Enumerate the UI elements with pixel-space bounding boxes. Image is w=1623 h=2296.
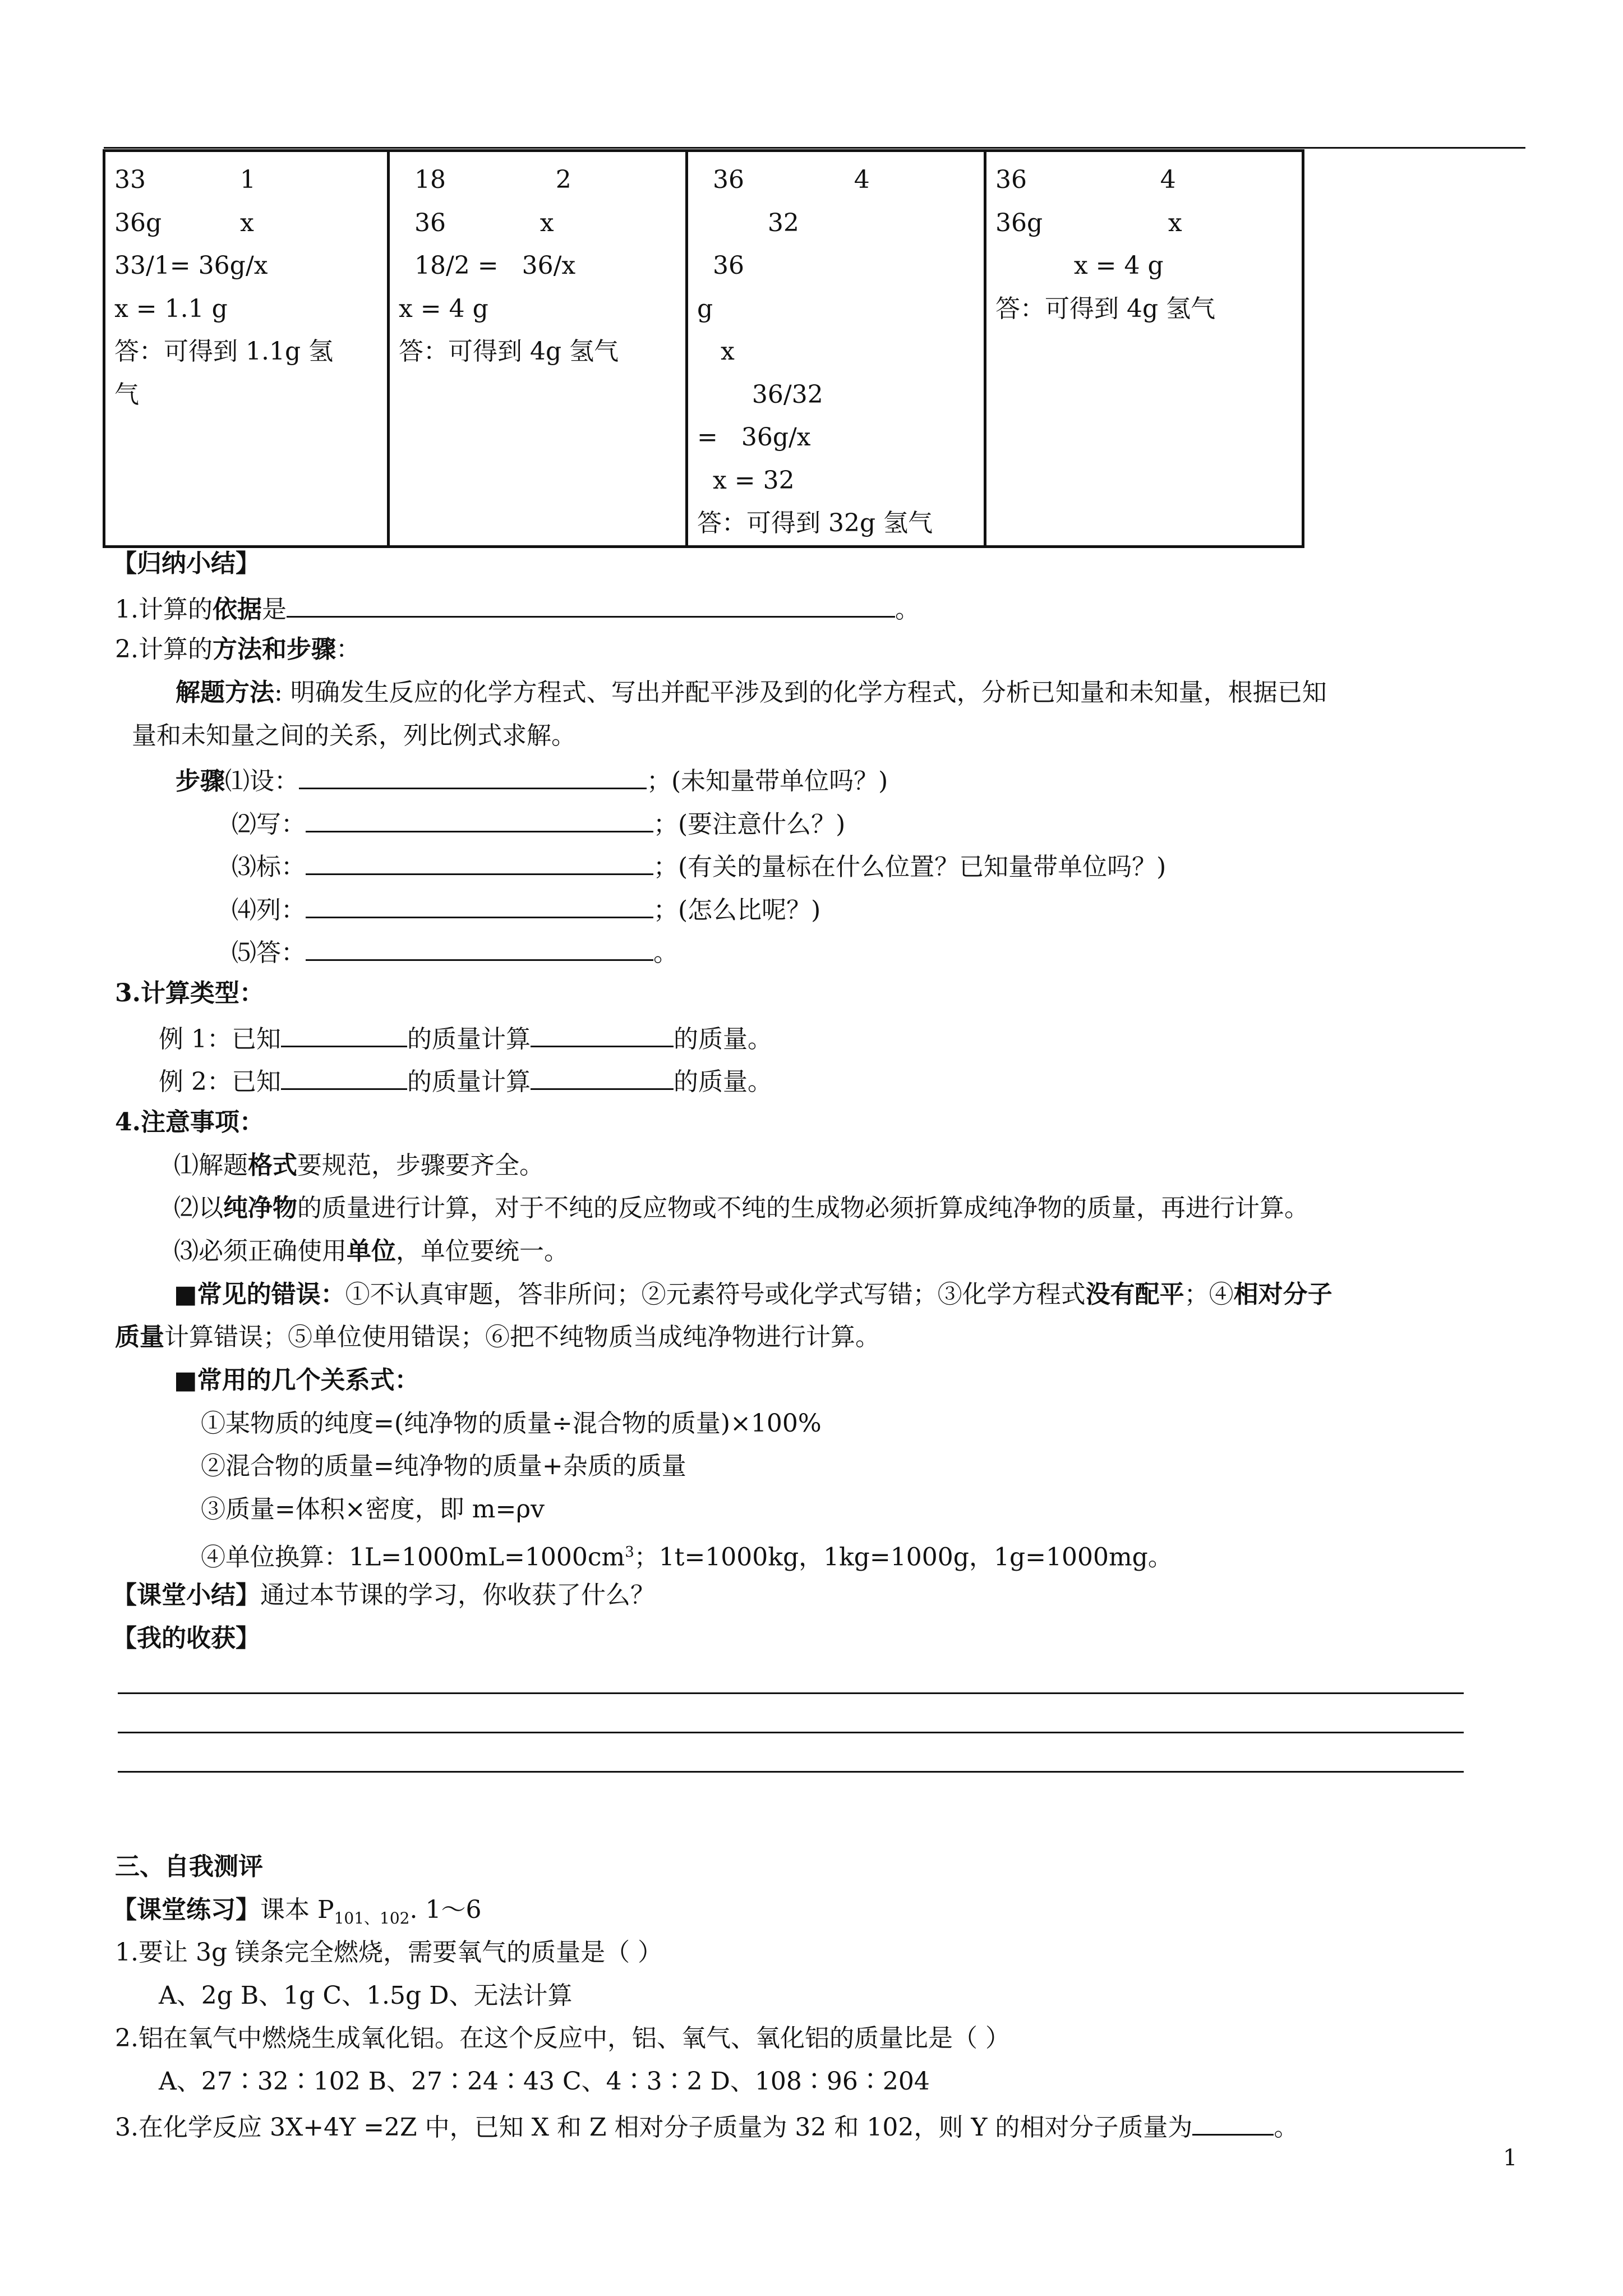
step-num: ⑷列：: [232, 896, 306, 924]
class-summary-label: 【课堂小结】: [112, 1581, 260, 1609]
note-3: [174, 1236, 569, 1267]
cell-line: 答：可得到 32g 氢气: [697, 509, 933, 537]
cell-line: 33/1= 36g/x: [114, 251, 268, 280]
summary-item-2: [115, 634, 361, 665]
text: 要规范，步骤要齐全。: [297, 1151, 544, 1180]
question-1-options: A、2g B、1g C、1.5g D、无法计算: [159, 1981, 573, 2010]
step-1: [176, 763, 888, 797]
note-1: [174, 1150, 544, 1181]
summary-item-1: [115, 591, 920, 625]
step-note: ；(要注意什么？): [653, 810, 846, 839]
text-bold: 没有配平: [1085, 1280, 1184, 1309]
step-4: [232, 892, 820, 926]
text: . 1～6: [409, 1895, 482, 1924]
text: 。: [895, 595, 920, 624]
cell-line: 18 2: [399, 165, 571, 194]
text: : 明确发生反应的化学方程式、写出并配平涉及到的化学方程式，分析已知量和未知量，根据已知: [274, 678, 1327, 707]
fill-blank[interactable]: [306, 806, 653, 832]
summary-item-3: 3.计算类型：: [115, 979, 264, 1007]
question-3-stem: [115, 2109, 1298, 2143]
example-2: [159, 1064, 772, 1098]
fill-blank[interactable]: [306, 849, 653, 875]
text: 例 2：已知: [159, 1068, 281, 1096]
text-bold: 纯净物: [223, 1194, 297, 1222]
method-label: 解题方法: [176, 678, 274, 707]
answer-line[interactable]: [118, 1732, 1464, 1733]
answer-line[interactable]: [118, 1771, 1464, 1773]
cell-line: 18/2 = 36/x: [399, 251, 576, 280]
cell-line: 32: [697, 208, 799, 237]
cell-line: = 36g/x: [697, 423, 811, 452]
cell-line: 36 4: [697, 165, 870, 194]
method-line-2: 量和未知量之间的关系，列比例式求解。: [132, 721, 576, 750]
cell-line: x = 1.1 g: [114, 294, 228, 323]
text-bold: 方法和步骤: [212, 635, 336, 664]
subscript: 101、102: [334, 1908, 410, 1927]
cell-line: 答：可得到 4g 氢气: [399, 337, 619, 366]
cell-line: 36g x: [995, 208, 1182, 237]
cell-line: x = 4 g: [399, 294, 488, 323]
cell-line: 气: [114, 380, 139, 409]
text: 的质量计算: [407, 1068, 531, 1096]
text: ⑵以: [174, 1194, 223, 1222]
fill-blank[interactable]: [299, 763, 647, 789]
relation-2: ②混合物的质量=纯净物的质量+杂质的质量: [201, 1452, 686, 1480]
cell-line: 答：可得到 4g 氢气: [995, 294, 1216, 323]
section-self-assessment: 三、自我测评: [115, 1852, 263, 1881]
step-note: ；(怎么比呢？): [653, 896, 821, 924]
answer-line[interactable]: [118, 1692, 1464, 1694]
text: ⑶必须正确使用: [174, 1237, 347, 1266]
text: 例 1：已知: [159, 1025, 281, 1053]
text: ①不认真审题，答非所问；②元素符号或化学式写错；③化学方程式: [345, 1280, 1086, 1309]
relations-label: ■常用的几个关系式：: [174, 1366, 419, 1395]
calculation-table: [103, 149, 1304, 548]
calc-cell-3: [687, 151, 985, 547]
fill-blank[interactable]: [306, 892, 653, 918]
superscript: 3: [625, 1544, 634, 1561]
errors-label: ■常见的错误：: [174, 1280, 345, 1309]
fill-blank[interactable]: [531, 1064, 674, 1090]
step-num: ⑴设：: [225, 767, 299, 795]
relation-3: ③质量=体积×密度，即 m=ρv: [201, 1495, 545, 1524]
text: 的质量。: [673, 1068, 772, 1096]
cell-line: x = 32: [697, 466, 795, 495]
text: 3.在化学反应 3X+4Y =2Z 中，已知 X 和 Z 相对分子质量为 32 和 102，则 Y 的相对分子质量为: [115, 2113, 1193, 2142]
cell-line: 36g x: [114, 208, 254, 237]
step-num: ⑸答：: [232, 938, 306, 967]
text: 1.计算的: [115, 595, 213, 624]
relation-4: [201, 1536, 1173, 1573]
class-summary: [112, 1580, 655, 1611]
text-bold: 质量: [115, 1323, 164, 1351]
calc-cell-2: [389, 151, 687, 547]
text: 计算错误；⑤单位使用错误；⑥把不纯物质当成纯净物进行计算。: [164, 1323, 880, 1351]
text: 2.计算的: [115, 635, 213, 664]
step-num: ⑶标：: [232, 853, 306, 881]
cell-line: 36 4: [995, 165, 1176, 194]
page-number: 1: [1503, 2145, 1518, 2171]
text: 的质量进行计算，对于不纯的反应物或不纯的生成物必须折算成纯净物的质量，再进行计算。: [297, 1194, 1309, 1222]
cell-line: 36/32: [697, 380, 823, 409]
text-bold: 单位: [347, 1237, 396, 1266]
text: ；④: [1184, 1280, 1234, 1309]
cell-line: x: [697, 337, 735, 366]
class-practice: [112, 1894, 481, 1934]
fill-blank[interactable]: [281, 1021, 407, 1047]
question-1-stem: 1.要让 3g 镁条完全燃烧，需要氧气的质量是（ ）: [115, 1938, 663, 1967]
text: 。: [1274, 2113, 1299, 2142]
text-bold: 格式: [248, 1151, 297, 1180]
step-note: ；(未知量带单位吗？): [647, 767, 888, 795]
cell-line: x = 4 g: [995, 251, 1164, 280]
step-note: 。: [653, 938, 678, 967]
text: ⑴解题: [174, 1151, 248, 1180]
calc-cell-4: [985, 151, 1303, 547]
summary-item-4: 4.注意事项：: [115, 1108, 264, 1137]
fill-blank[interactable]: [306, 935, 653, 961]
text-bold: 相对分子: [1233, 1280, 1332, 1309]
cell-line: 36 x: [399, 208, 554, 237]
cell-line: 33 1: [114, 165, 256, 194]
text: 课本 P: [260, 1895, 334, 1924]
practice-label: 【课堂练习】: [112, 1895, 260, 1924]
fill-blank[interactable]: [281, 1064, 407, 1090]
cell-line: 36: [697, 251, 744, 280]
fill-blank[interactable]: [287, 591, 895, 618]
text: ；1t=1000kg，1kg=1000g，1g=1000mg。: [634, 1543, 1173, 1572]
text: ：: [335, 635, 361, 664]
my-gain-heading: 【我的收获】: [112, 1624, 260, 1653]
summary-heading: 【归纳小结】: [112, 549, 260, 578]
question-2-options: A、27∶32∶102 B、27∶24∶43 C、4∶3∶2 D、108∶96∶204: [159, 2067, 930, 2096]
step-num: ⑵写：: [232, 810, 306, 839]
relation-1: ①某物质的纯度=(纯净物的质量÷混合物的质量)×100%: [201, 1409, 822, 1438]
text: ④单位换算：1L=1000mL=1000cm: [201, 1543, 625, 1572]
text-bold: 依据: [212, 595, 262, 624]
text: 通过本节课的学习，你收获了什么？: [260, 1581, 655, 1609]
question-2-stem: 2.铝在氧气中燃烧生成氧化铝。在这个反应中，铝、氧气、氧化铝的质量比是（ ）: [115, 2024, 1010, 2053]
header-rule: [104, 147, 1525, 149]
text: 的质量。: [673, 1025, 772, 1053]
cell-line: g: [697, 294, 713, 323]
cell-line: 答：可得到 1.1g 氢: [114, 337, 334, 366]
text: 是: [261, 595, 287, 624]
common-errors-line-2: [115, 1322, 880, 1353]
steps-label: 步骤: [176, 767, 225, 795]
step-2: [232, 806, 845, 840]
step-5: [232, 935, 678, 969]
step-note: ；(有关的量标在什么位置？已知量带单位吗？): [653, 853, 1166, 881]
example-1: [159, 1021, 772, 1055]
fill-blank[interactable]: [531, 1021, 674, 1047]
method-line-1: [176, 677, 1327, 708]
fill-blank[interactable]: [1192, 2109, 1274, 2136]
text: 的质量计算: [407, 1025, 531, 1053]
calc-cell-1: [104, 151, 389, 547]
step-3: [232, 849, 1166, 883]
text: ，单位要统一。: [396, 1237, 569, 1266]
common-errors-line-1: [174, 1279, 1332, 1310]
note-2: [174, 1193, 1309, 1224]
